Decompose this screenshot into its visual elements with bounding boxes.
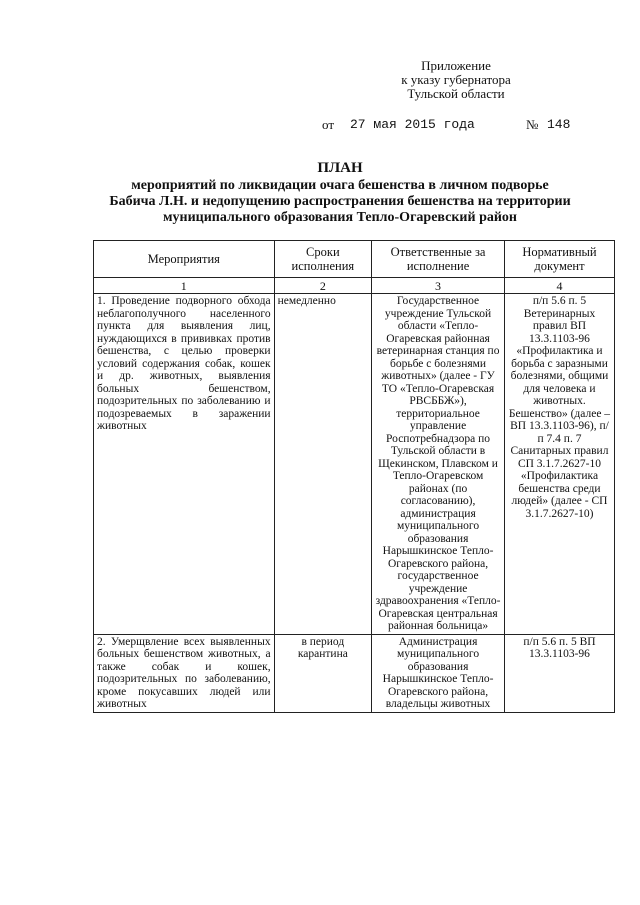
document-cell: п/п 5.6 п. 5 ВП 13.3.1103-96 xyxy=(504,634,614,712)
appendix-line: Приложение xyxy=(421,58,491,73)
order-date: 27 мая 2015 года xyxy=(350,117,475,132)
responsible-cell: Администрация муниципального образования Нарышкинское Тепло-Огаревского района, владельцы животных xyxy=(372,634,505,712)
measure-cell: 1. Проведение подворного обхода неблагополучного населенного пункта для выявления лиц, нуждающихся в прививках против бешенства, с целью проверки условий содержания собак, кошек и др. животных, выявления больных бешенством, подозрительных по заболеванию и подозреваемых в заражении животных xyxy=(94,294,275,635)
column-number-row xyxy=(94,278,615,294)
column-number: 1 xyxy=(94,278,275,294)
order-number-label: № xyxy=(526,117,539,132)
table-row xyxy=(94,294,615,635)
title-line: мероприятий по ликвидации очага бешенства в личном подворье xyxy=(131,178,549,193)
plan-table xyxy=(93,240,615,713)
column-number: 2 xyxy=(274,278,372,294)
appendix-block xyxy=(372,59,540,101)
column-number: 3 xyxy=(372,278,505,294)
deadline-cell: в период карантина xyxy=(274,634,372,712)
appendix-line: к указу губернатора xyxy=(401,72,511,87)
table-row xyxy=(94,634,615,712)
column-header-measures: Мероприятия xyxy=(94,241,275,278)
column-header-deadline: Сроки исполнения xyxy=(274,241,372,278)
order-number: 148 xyxy=(547,117,571,132)
document-cell: п/п 5.6 п. 5 Ветеринарных правил ВП 13.3.1103-96 «Профилактика и борьба с заразными болезнями, общими для человека и животных. Бешенство» (далее – ВП 13.3.1103-96), п/п 7.4 п. 7 Санитарных правил СП 3.1.7.2627-10 «Профилактика бешенства среди людей» (далее - СП 3.1.7.2627-10) xyxy=(504,294,614,635)
column-number: 4 xyxy=(504,278,614,294)
title-heading: ПЛАН xyxy=(317,160,363,176)
title-line: Бабича Л.Н. и недопущению распространения бешенства на территории xyxy=(109,194,571,209)
responsible-cell: Государственное учреждение Тульской области «Тепло-Огаревская районная ветеринарная станция по борьбе с болезнями животных» (далее - ГУ ТО «Тепло-Огаревская РВСББЖ»), территориальное управление Роспотребнадзора по Тульской области в Щекинском, Плавском и Тепло-Огаревском районах (по согласованию), администрация муниципального образования Нарышкинское Тепло-Огаревского района, государственное учреждение здравоохранения «Тепло-Огаревская центральная районная больница» xyxy=(372,294,505,635)
order-prefix: от xyxy=(322,117,335,132)
column-header-responsible: Ответственные за исполнение xyxy=(372,241,505,278)
table-header-row xyxy=(94,241,615,278)
measure-cell: 2. Умерщвление всех выявленных больных бешенством животных, а также собак и кошек, подозрительных по заболеванию, кроме покусавших людей или животных xyxy=(94,634,275,712)
appendix-line: Тульской области xyxy=(407,86,505,101)
column-header-document: Нормативный документ xyxy=(504,241,614,278)
order-reference xyxy=(322,117,592,135)
title-line: муниципального образования Тепло-Огаревский район xyxy=(163,210,517,225)
document-title xyxy=(100,160,580,226)
deadline-cell: немедленно xyxy=(274,294,372,635)
